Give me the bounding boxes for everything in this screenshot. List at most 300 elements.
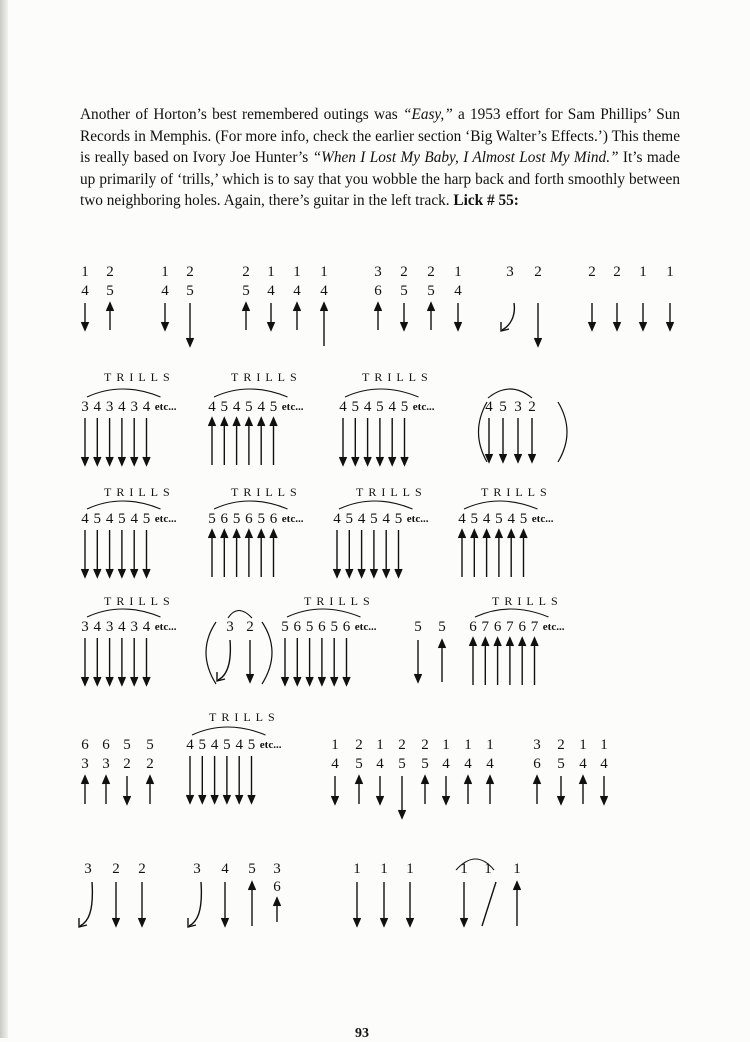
trills-label: TRILLS	[481, 485, 552, 499]
pair-note: 5	[438, 619, 446, 635]
trill-note: 5	[281, 619, 289, 635]
draw-arrow	[106, 638, 113, 685]
blow-arrow	[233, 418, 240, 465]
pair-note: 5	[414, 619, 422, 635]
blow-arrow	[483, 530, 490, 577]
draw-arrow	[222, 882, 229, 926]
trill-note: 5	[351, 399, 360, 415]
note-hole-top: 1	[486, 737, 494, 753]
draw-arrow	[318, 638, 325, 685]
trill-note: 5	[223, 737, 231, 753]
trill-note: 4	[382, 511, 390, 527]
draw-arrow	[143, 638, 150, 685]
note-hole-top: 2	[112, 861, 120, 877]
trill-slur	[87, 609, 161, 617]
note-hole-top: 5	[248, 861, 256, 877]
trill-note: 4	[357, 511, 366, 527]
note-hole-bottom: 3	[102, 756, 110, 772]
blow-arrow	[82, 776, 89, 804]
blow-arrow	[270, 418, 277, 465]
draw-arrow	[139, 882, 146, 926]
trill-note: 6	[245, 511, 253, 527]
note-hole-top: 2	[613, 264, 621, 280]
draw-arrow	[455, 303, 462, 330]
note-hole-top: 1	[161, 264, 169, 280]
note-hole-bottom: 2	[146, 756, 154, 772]
trill-note: 6	[469, 619, 477, 635]
note-hole-top: 1	[484, 861, 492, 877]
etc-label: etc...	[412, 401, 435, 413]
blow-arrow	[245, 418, 252, 465]
draw-arrow	[377, 776, 384, 804]
trill-note: 5	[257, 511, 265, 527]
draw-arrow	[358, 530, 365, 577]
note-hole-bottom: 4	[81, 283, 89, 299]
trills-label: TRILLS	[492, 594, 563, 608]
trill-note: 4	[142, 619, 151, 635]
trill-slur	[345, 389, 419, 397]
blow-arrow	[243, 303, 250, 330]
trill-note: 5	[370, 511, 378, 527]
trill-note: 4	[93, 399, 102, 415]
note-hole-bottom: 5	[106, 283, 114, 299]
draw-arrow	[640, 303, 647, 330]
trill-note: 4	[458, 511, 466, 527]
bend-group-note: 3	[514, 399, 522, 415]
draw-arrow	[667, 303, 674, 330]
draw-arrow	[187, 756, 194, 803]
etc-label: etc...	[154, 621, 177, 633]
trill-note: 3	[81, 399, 89, 415]
note-hole-top: 2	[398, 737, 406, 753]
draw-arrow	[82, 418, 89, 465]
note-hole-top: 3	[374, 264, 382, 280]
note-hole-bottom: 4	[376, 756, 384, 772]
note-hole-top: 1	[579, 737, 587, 753]
etc-label: etc...	[542, 621, 565, 633]
trills-label: TRILLS	[104, 370, 175, 384]
slide-mark	[482, 882, 496, 926]
note-hole-top: 2	[186, 264, 194, 280]
trill-note: 5	[93, 511, 102, 527]
draw-arrow	[282, 638, 289, 685]
close-bracket	[262, 622, 272, 684]
draw-arrow	[486, 418, 493, 462]
draw-arrow	[399, 776, 406, 818]
trill-note: 4	[142, 399, 151, 415]
draw-arrow	[131, 638, 138, 685]
note-hole-top: 5	[146, 737, 154, 753]
trill-note: 4	[339, 399, 347, 415]
draw-arrow	[500, 418, 507, 462]
note-hole-top: 1	[353, 861, 361, 877]
trill-note: 5	[232, 511, 241, 527]
trills-label: TRILLS	[104, 485, 175, 499]
note-hole-top: 3	[193, 861, 201, 877]
blow-arrow	[270, 530, 277, 577]
blow-arrow	[494, 638, 501, 685]
note-hole-bottom: 4	[161, 283, 169, 299]
draw-arrow	[332, 776, 339, 804]
trill-note: 5	[247, 737, 256, 753]
blow-arrow	[471, 530, 478, 577]
trill-slur	[464, 501, 538, 509]
bend-slur	[456, 859, 494, 870]
trill-note: 4	[257, 399, 265, 415]
note-hole-top: 2	[355, 737, 363, 753]
draw-arrow	[376, 418, 383, 465]
trill-note: 4	[130, 511, 138, 527]
blow-arrow	[221, 418, 228, 465]
trill-note: 7	[506, 619, 514, 635]
trill-note: 4	[93, 619, 102, 635]
draw-arrow	[529, 418, 536, 462]
etc-label: etc...	[281, 401, 304, 413]
draw-arrow	[389, 418, 396, 465]
draw-arrow	[340, 418, 347, 465]
note-hole-bottom: 4	[331, 756, 339, 772]
etc-label: etc...	[281, 513, 304, 525]
draw-arrow	[334, 530, 341, 577]
draw-arrow	[343, 638, 350, 685]
note-hole-bottom: 4	[486, 756, 494, 772]
trill-slur	[87, 501, 161, 509]
trill-note: 5	[376, 399, 384, 415]
trill-note: 4	[186, 737, 194, 753]
note-hole-bottom: 4	[454, 283, 462, 299]
blow-arrow	[245, 530, 252, 577]
draw-arrow	[381, 882, 388, 926]
trill-note: 3	[81, 619, 89, 635]
note-hole-bottom: 5	[557, 756, 565, 772]
draw-arrow	[162, 303, 169, 330]
blow-arrow	[580, 776, 587, 804]
open-bracket	[206, 622, 216, 684]
note-hole-top: 2	[138, 861, 146, 877]
blow-arrow	[508, 530, 515, 577]
note-hole-bottom: 5	[400, 283, 408, 299]
note-hole-top: 1	[464, 737, 472, 753]
trill-note: 7	[481, 619, 490, 635]
draw-arrow	[401, 303, 408, 330]
note-hole-top: 1	[600, 737, 608, 753]
trill-note: 6	[518, 619, 526, 635]
trill-note: 5	[142, 511, 151, 527]
draw-arrow	[94, 418, 101, 465]
draw-arrow	[268, 303, 275, 330]
bend-group-note: 4	[485, 399, 493, 415]
blow-arrow	[531, 638, 538, 685]
trill-note: 4	[208, 399, 216, 415]
trill-note: 6	[318, 619, 326, 635]
note-hole-bottom: 6	[273, 879, 281, 895]
blow-arrow	[258, 418, 265, 465]
note-hole-bottom: 4	[293, 283, 301, 299]
note-hole-top: 1	[639, 264, 647, 280]
draw-arrow	[94, 530, 101, 577]
draw-arrow	[346, 530, 353, 577]
trill-note: 6	[493, 619, 502, 635]
draw-arrow	[331, 638, 338, 685]
note-hole-bottom: 6	[533, 756, 541, 772]
note-hole-top: 6	[102, 737, 110, 753]
draw-arrow	[443, 776, 450, 804]
note-hole-top: 1	[267, 264, 275, 280]
etc-label: etc...	[406, 513, 429, 525]
draw-arrow	[223, 756, 230, 803]
note-hole-top: 4	[221, 861, 229, 877]
bend-arrow	[79, 882, 92, 927]
blow-arrow	[221, 530, 228, 577]
note-hole-bottom: 5	[242, 283, 250, 299]
bend-pair-note: 2	[246, 619, 254, 635]
trills-label: TRILLS	[209, 710, 280, 724]
blow-arrow	[534, 776, 541, 804]
trills-label: TRILLS	[362, 370, 433, 384]
blow-arrow	[233, 530, 240, 577]
etc-label: etc...	[354, 621, 377, 633]
blow-arrow	[274, 898, 281, 922]
blow-arrow	[459, 530, 466, 577]
trill-slur	[475, 609, 549, 617]
note-hole-bottom: 4	[464, 756, 472, 772]
open-bracket	[479, 402, 488, 462]
trill-note: 5	[220, 399, 229, 415]
etc-label: etc...	[531, 513, 554, 525]
blow-arrow	[321, 303, 328, 346]
note-hole-bottom: 4	[442, 756, 450, 772]
note-hole-top: 6	[81, 737, 89, 753]
note-hole-bottom: 5	[427, 283, 435, 299]
note-hole-top: 3	[506, 264, 514, 280]
song-title-easy: “Easy,”	[402, 106, 453, 123]
draw-arrow	[535, 303, 542, 346]
etc-label: etc...	[154, 401, 177, 413]
blow-arrow	[428, 303, 435, 330]
draw-arrow	[401, 418, 408, 465]
draw-arrow	[143, 418, 150, 465]
draw-arrow	[248, 756, 255, 803]
draw-arrow	[211, 756, 218, 803]
draw-arrow	[187, 303, 194, 346]
note-hole-top: 1	[406, 861, 414, 877]
note-hole-top: 2	[421, 737, 429, 753]
draw-arrow	[461, 882, 468, 926]
trill-note: 5	[245, 399, 253, 415]
paragraph-text-1: Another of Horton’s best remembered outings was	[80, 106, 403, 123]
draw-arrow	[354, 882, 361, 926]
trill-note: 5	[198, 737, 207, 753]
trill-note: 3	[105, 619, 114, 635]
page-number: 93	[355, 1026, 369, 1041]
trill-note: 4	[363, 399, 372, 415]
draw-arrow	[131, 418, 138, 465]
note-hole-bottom: 4	[267, 283, 275, 299]
note-hole-top: 1	[81, 264, 89, 280]
draw-arrow	[589, 303, 596, 330]
trill-note: 5	[269, 399, 278, 415]
draw-arrow	[370, 530, 377, 577]
blow-arrow	[147, 776, 154, 804]
blow-arrow	[107, 303, 114, 330]
trill-note: 4	[507, 511, 515, 527]
note-hole-top: 5	[123, 737, 131, 753]
draw-arrow	[82, 638, 89, 685]
blow-arrow	[470, 638, 477, 685]
draw-arrow	[294, 638, 301, 685]
trill-note: 7	[530, 619, 539, 635]
note-hole-top: 2	[400, 264, 408, 280]
note-hole-top: 2	[588, 264, 596, 280]
trills-label: TRILLS	[304, 594, 375, 608]
draw-arrow	[199, 756, 206, 803]
trill-note: 4	[105, 511, 114, 527]
note-hole-bottom: 5	[355, 756, 363, 772]
bend-arrow	[188, 882, 201, 927]
trill-slur	[87, 389, 161, 397]
trill-note: 5	[519, 511, 528, 527]
note-hole-bottom: 2	[123, 756, 131, 772]
trill-note: 4	[333, 511, 341, 527]
draw-arrow	[113, 882, 120, 926]
blow-arrow	[520, 530, 527, 577]
trills-label: TRILLS	[231, 370, 302, 384]
bend-slur	[228, 611, 252, 619]
etc-label: etc...	[259, 739, 282, 751]
note-hole-bottom: 3	[81, 756, 89, 772]
trill-note: 5	[400, 399, 409, 415]
trills-label: TRILLS	[104, 594, 175, 608]
draw-arrow	[247, 640, 254, 682]
draw-arrow	[82, 530, 89, 577]
note-hole-top: 3	[273, 861, 281, 877]
trill-note: 5	[305, 619, 314, 635]
draw-arrow	[143, 530, 150, 577]
blow-arrow	[514, 882, 521, 926]
trill-note: 4	[232, 399, 241, 415]
draw-arrow	[364, 418, 371, 465]
trill-slur	[339, 501, 413, 509]
draw-arrow	[407, 882, 414, 926]
draw-arrow	[614, 303, 621, 330]
draw-arrow	[124, 776, 131, 804]
note-hole-top: 1	[293, 264, 301, 280]
trill-note: 5	[330, 619, 338, 635]
close-bracket	[558, 402, 567, 462]
song-title-hunter: “When I Lost My Baby, I Almost Lost My Mind.”	[312, 149, 619, 167]
trill-note: 5	[394, 511, 403, 527]
note-hole-top: 1	[513, 861, 521, 877]
blow-arrow	[209, 418, 216, 465]
trill-slur	[192, 727, 266, 735]
note-hole-top: 2	[427, 264, 435, 280]
draw-arrow	[82, 303, 89, 330]
bend-group-note: 2	[528, 399, 536, 415]
trill-note: 4	[118, 399, 126, 415]
trill-note: 5	[118, 511, 126, 527]
trill-note: 3	[130, 399, 138, 415]
draw-arrow	[106, 530, 113, 577]
trill-note: 5	[208, 511, 216, 527]
blow-arrow	[439, 640, 446, 682]
note-hole-bottom: 5	[421, 756, 429, 772]
trill-note: 5	[495, 511, 503, 527]
note-hole-bottom: 5	[186, 283, 194, 299]
trill-note: 5	[345, 511, 354, 527]
trill-note: 4	[118, 619, 126, 635]
draw-arrow	[131, 530, 138, 577]
note-hole-top: 3	[533, 737, 541, 753]
draw-arrow	[306, 638, 313, 685]
note-hole-top: 1	[454, 264, 462, 280]
blow-arrow	[465, 776, 472, 804]
trill-note: 6	[293, 619, 302, 635]
blow-arrow	[209, 530, 216, 577]
note-hole-top: 1	[666, 264, 674, 280]
blow-arrow	[258, 530, 265, 577]
draw-arrow	[601, 776, 608, 804]
bend-group-note: 5	[499, 399, 507, 415]
note-hole-top: 2	[534, 264, 542, 280]
trill-note: 5	[470, 511, 479, 527]
note-hole-top: 2	[106, 264, 114, 280]
draw-arrow	[94, 638, 101, 685]
draw-arrow	[118, 530, 125, 577]
blow-arrow	[519, 638, 526, 685]
blow-arrow	[249, 882, 256, 926]
trill-note: 6	[269, 511, 278, 527]
draw-arrow	[118, 638, 125, 685]
draw-arrow	[383, 530, 390, 577]
blow-arrow	[356, 776, 363, 804]
trill-note: 6	[342, 619, 351, 635]
draw-arrow	[515, 418, 522, 462]
paragraph-text-2: a 1953 effort for Sam Phillips’ Sun Records in Memphis. (For more info, check the earlier section ‘Big Walter’s Effects.’) This theme is really based on Ivory Joe Hunter’s	[80, 106, 680, 167]
blow-arrow	[375, 303, 382, 330]
trill-note: 3	[105, 399, 114, 415]
note-hole-bottom: 5	[398, 756, 406, 772]
blow-arrow	[495, 530, 502, 577]
draw-arrow	[236, 756, 243, 803]
trill-note: 4	[210, 737, 219, 753]
blow-arrow	[103, 776, 110, 804]
blow-arrow	[422, 776, 429, 804]
trill-slur	[214, 501, 288, 509]
note-hole-top: 2	[242, 264, 250, 280]
trills-label: TRILLS	[231, 485, 302, 499]
draw-arrow	[415, 640, 422, 682]
note-hole-bottom: 4	[579, 756, 587, 772]
note-hole-top: 1	[376, 737, 384, 753]
etc-label: etc...	[154, 513, 177, 525]
blow-arrow	[506, 638, 513, 685]
bend-arrow	[217, 640, 230, 681]
draw-arrow	[118, 418, 125, 465]
note-hole-bottom: 4	[600, 756, 608, 772]
note-hole-bottom: 4	[320, 283, 328, 299]
trills-label: TRILLS	[356, 485, 427, 499]
note-hole-top: 3	[84, 861, 92, 877]
blow-arrow	[487, 776, 494, 804]
trill-note: 6	[220, 511, 229, 527]
note-hole-top: 1	[442, 737, 450, 753]
trill-note: 4	[482, 511, 491, 527]
trill-note: 4	[388, 399, 396, 415]
bend-slur	[488, 389, 532, 398]
trill-note: 4	[235, 737, 243, 753]
draw-arrow	[558, 776, 565, 804]
trill-note: 4	[81, 511, 89, 527]
